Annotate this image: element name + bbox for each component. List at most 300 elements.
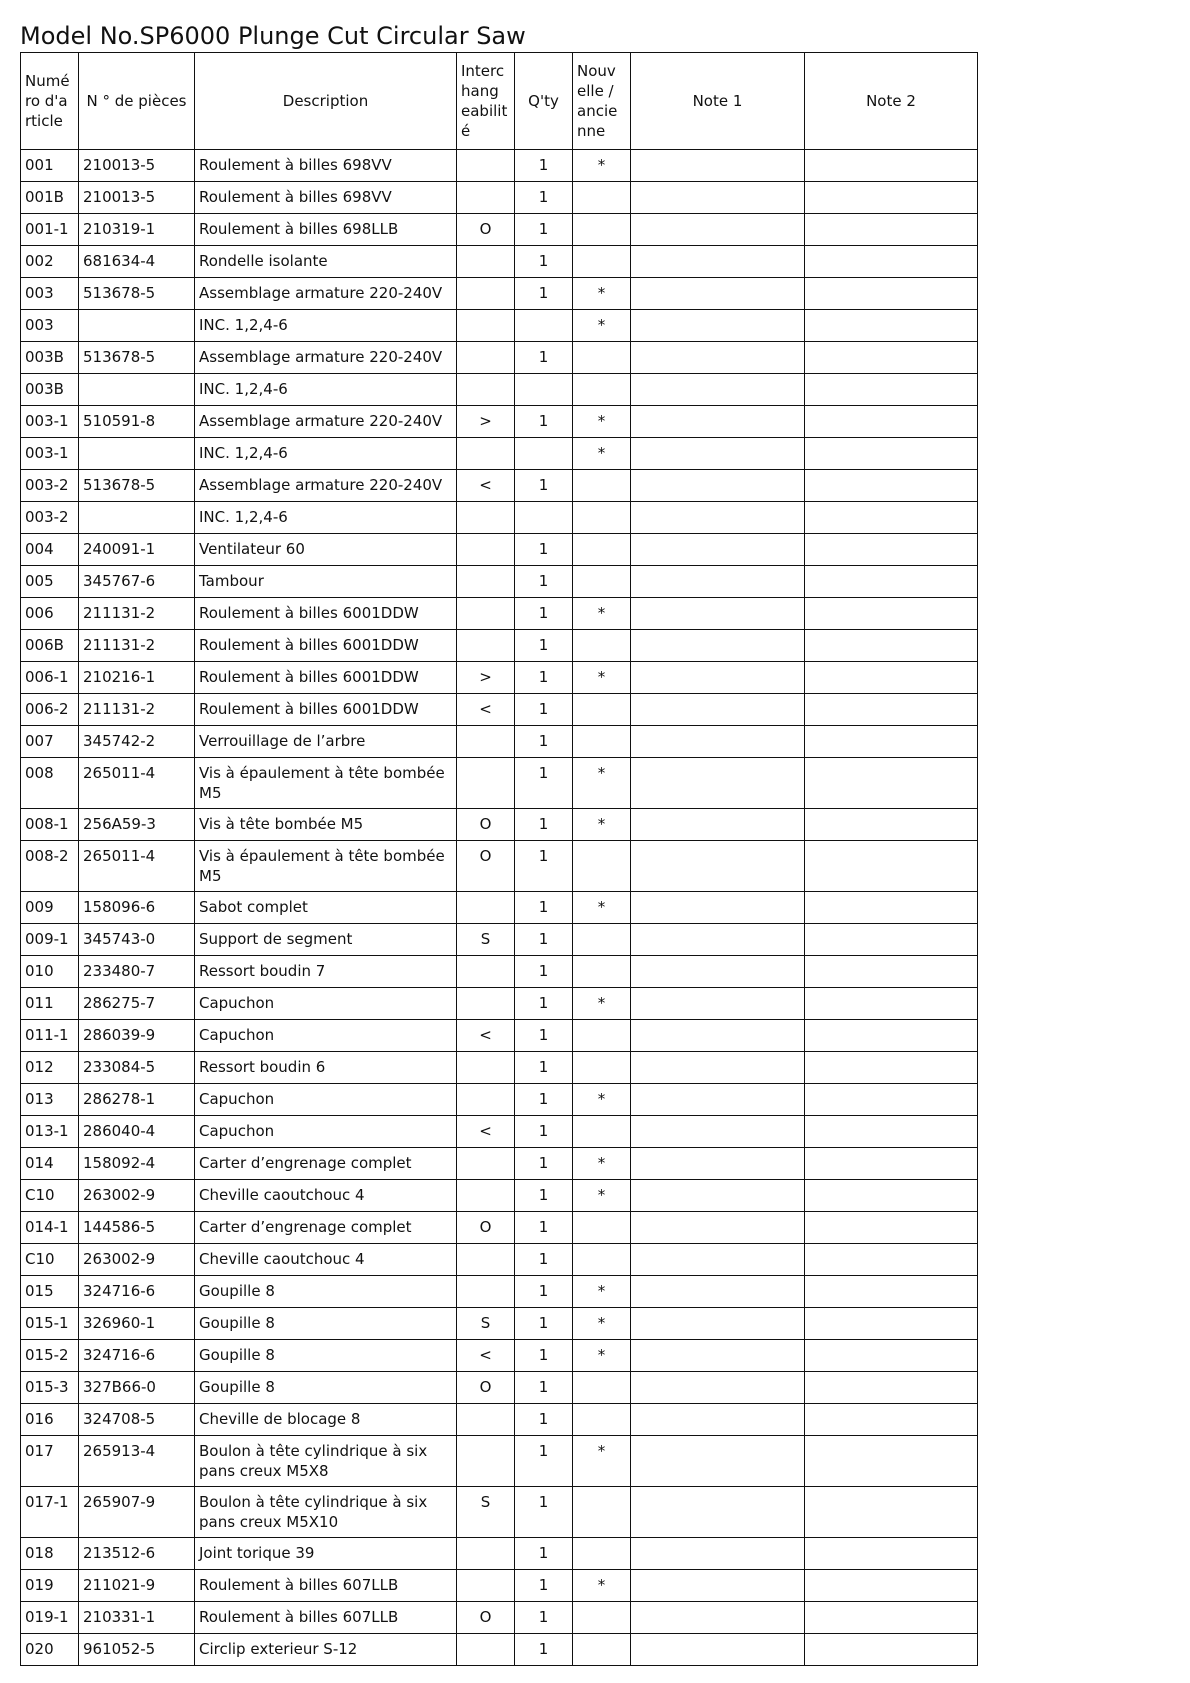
table-row	[21, 841, 978, 892]
cell-new-old	[573, 1487, 631, 1538]
cell-new-old: *	[573, 758, 631, 809]
cell-description: Capuchon	[195, 988, 457, 1020]
cell-note2	[805, 1212, 978, 1244]
cell-new-old: *	[573, 406, 631, 438]
cell-description: Goupille 8	[195, 1372, 457, 1404]
cell-item-no: 003	[21, 278, 79, 310]
cell-new-old	[573, 841, 631, 892]
cell-part-no: 233480-7	[79, 956, 195, 988]
cell-note1	[631, 1436, 805, 1487]
cell-note2	[805, 694, 978, 726]
cell-interchangeability	[457, 1404, 515, 1436]
cell-qty: 1	[515, 182, 573, 214]
cell-interchangeability	[457, 1634, 515, 1666]
cell-interchangeability: <	[457, 470, 515, 502]
cell-interchangeability: O	[457, 1602, 515, 1634]
table-row	[21, 1020, 978, 1052]
cell-description: Vis à épaulement à tête bombée M5	[195, 758, 457, 809]
cell-note1	[631, 630, 805, 662]
cell-qty: 1	[515, 809, 573, 841]
cell-qty	[515, 374, 573, 406]
cell-part-no: 681634-4	[79, 246, 195, 278]
cell-description: Ressort boudin 6	[195, 1052, 457, 1084]
cell-interchangeability	[457, 182, 515, 214]
cell-item-no: 015	[21, 1276, 79, 1308]
cell-interchangeability: O	[457, 841, 515, 892]
cell-part-no: 210216-1	[79, 662, 195, 694]
cell-note1	[631, 809, 805, 841]
cell-new-old	[573, 1212, 631, 1244]
cell-new-old	[573, 1634, 631, 1666]
table-row	[21, 988, 978, 1020]
cell-interchangeability: S	[457, 924, 515, 956]
cell-note2	[805, 502, 978, 534]
cell-description: Roulement à billes 6001DDW	[195, 630, 457, 662]
cell-interchangeability	[457, 1570, 515, 1602]
cell-new-old	[573, 694, 631, 726]
cell-new-old	[573, 246, 631, 278]
cell-description: Assemblage armature 220-240V	[195, 342, 457, 374]
cell-qty: 1	[515, 1538, 573, 1570]
cell-item-no: 009-1	[21, 924, 79, 956]
cell-part-no: 345767-6	[79, 566, 195, 598]
cell-note2	[805, 182, 978, 214]
cell-item-no: 006B	[21, 630, 79, 662]
cell-new-old	[573, 1538, 631, 1570]
cell-description: Vis à épaulement à tête bombée M5	[195, 841, 457, 892]
cell-note2	[805, 1084, 978, 1116]
cell-interchangeability	[457, 892, 515, 924]
cell-part-no: 158096-6	[79, 892, 195, 924]
cell-note2	[805, 1404, 978, 1436]
cell-description: Cheville caoutchouc 4	[195, 1244, 457, 1276]
cell-qty: 1	[515, 956, 573, 988]
cell-item-no: C10	[21, 1180, 79, 1212]
cell-interchangeability	[457, 1052, 515, 1084]
cell-qty: 1	[515, 841, 573, 892]
cell-item-no: 004	[21, 534, 79, 566]
cell-note2	[805, 758, 978, 809]
cell-part-no: 144586-5	[79, 1212, 195, 1244]
cell-description: Capuchon	[195, 1084, 457, 1116]
table-row	[21, 598, 978, 630]
cell-note2	[805, 1308, 978, 1340]
cell-note2	[805, 1487, 978, 1538]
cell-description: Roulement à billes 698LLB	[195, 214, 457, 246]
cell-interchangeability	[457, 278, 515, 310]
cell-new-old	[573, 924, 631, 956]
cell-qty	[515, 438, 573, 470]
cell-qty: 1	[515, 534, 573, 566]
cell-item-no: 003-2	[21, 470, 79, 502]
cell-note1	[631, 1116, 805, 1148]
cell-interchangeability	[457, 1148, 515, 1180]
cell-qty: 1	[515, 598, 573, 630]
table-row	[21, 1244, 978, 1276]
table-row	[21, 1538, 978, 1570]
cell-interchangeability	[457, 1276, 515, 1308]
cell-item-no: 011	[21, 988, 79, 1020]
cell-qty: 1	[515, 1308, 573, 1340]
cell-qty: 1	[515, 1212, 573, 1244]
cell-qty: 1	[515, 630, 573, 662]
cell-note1	[631, 1244, 805, 1276]
table-row	[21, 566, 978, 598]
cell-note1	[631, 534, 805, 566]
table-row	[21, 1436, 978, 1487]
cell-new-old	[573, 214, 631, 246]
table-row	[21, 1404, 978, 1436]
cell-note1	[631, 470, 805, 502]
cell-part-no	[79, 310, 195, 342]
cell-new-old: *	[573, 1276, 631, 1308]
cell-note1	[631, 1404, 805, 1436]
table-row	[21, 809, 978, 841]
table-row	[21, 1180, 978, 1212]
cell-new-old: *	[573, 278, 631, 310]
cell-note1	[631, 1602, 805, 1634]
cell-interchangeability: O	[457, 809, 515, 841]
cell-note2	[805, 1116, 978, 1148]
cell-new-old: *	[573, 310, 631, 342]
cell-new-old: *	[573, 1570, 631, 1602]
cell-item-no: 015-3	[21, 1372, 79, 1404]
cell-new-old	[573, 470, 631, 502]
cell-note2	[805, 1436, 978, 1487]
cell-qty: 1	[515, 924, 573, 956]
cell-description: Roulement à billes 607LLB	[195, 1602, 457, 1634]
cell-qty: 1	[515, 758, 573, 809]
cell-note1	[631, 924, 805, 956]
table-row	[21, 1212, 978, 1244]
cell-description: Verrouillage de l’arbre	[195, 726, 457, 758]
cell-note1	[631, 374, 805, 406]
cell-description: Roulement à billes 6001DDW	[195, 694, 457, 726]
cell-part-no: 213512-6	[79, 1538, 195, 1570]
col-header-description: Description	[195, 53, 457, 150]
cell-item-no: 013	[21, 1084, 79, 1116]
cell-qty: 1	[515, 1570, 573, 1602]
cell-description: Goupille 8	[195, 1276, 457, 1308]
cell-description: Carter d’engrenage complet	[195, 1148, 457, 1180]
cell-new-old	[573, 1244, 631, 1276]
table-row	[21, 214, 978, 246]
cell-part-no: 210331-1	[79, 1602, 195, 1634]
cell-note1	[631, 214, 805, 246]
cell-item-no: 015-1	[21, 1308, 79, 1340]
cell-note1	[631, 1308, 805, 1340]
cell-interchangeability: S	[457, 1487, 515, 1538]
cell-note1	[631, 1487, 805, 1538]
cell-note2	[805, 1244, 978, 1276]
col-header-qty: Q'ty	[515, 53, 573, 150]
cell-description: INC. 1,2,4-6	[195, 374, 457, 406]
table-row	[21, 630, 978, 662]
cell-item-no: 003-2	[21, 502, 79, 534]
cell-item-no: 014	[21, 1148, 79, 1180]
table-row	[21, 694, 978, 726]
cell-interchangeability	[457, 598, 515, 630]
parts-table	[20, 52, 978, 1666]
cell-description: Capuchon	[195, 1116, 457, 1148]
cell-note1	[631, 841, 805, 892]
cell-new-old	[573, 1404, 631, 1436]
cell-note2	[805, 598, 978, 630]
cell-new-old	[573, 502, 631, 534]
cell-note1	[631, 988, 805, 1020]
cell-qty: 1	[515, 1084, 573, 1116]
cell-item-no: 020	[21, 1634, 79, 1666]
cell-note2	[805, 310, 978, 342]
cell-new-old: *	[573, 1148, 631, 1180]
table-row	[21, 182, 978, 214]
cell-qty	[515, 310, 573, 342]
cell-part-no: 265907-9	[79, 1487, 195, 1538]
cell-interchangeability	[457, 502, 515, 534]
cell-note1	[631, 892, 805, 924]
cell-note1	[631, 1276, 805, 1308]
cell-note1	[631, 694, 805, 726]
cell-description: Sabot complet	[195, 892, 457, 924]
cell-note2	[805, 214, 978, 246]
cell-interchangeability	[457, 534, 515, 566]
cell-qty: 1	[515, 1148, 573, 1180]
cell-part-no	[79, 374, 195, 406]
cell-interchangeability	[457, 1084, 515, 1116]
cell-note2	[805, 1276, 978, 1308]
cell-interchangeability	[457, 374, 515, 406]
cell-item-no: 008-1	[21, 809, 79, 841]
cell-description: Tambour	[195, 566, 457, 598]
cell-description: Cheville de blocage 8	[195, 1404, 457, 1436]
cell-description: Boulon à tête cylindrique à six pans creux M5X10	[195, 1487, 457, 1538]
cell-interchangeability: <	[457, 694, 515, 726]
cell-qty: 1	[515, 246, 573, 278]
cell-new-old	[573, 1116, 631, 1148]
table-row	[21, 438, 978, 470]
cell-note1	[631, 278, 805, 310]
table-row	[21, 150, 978, 182]
cell-note2	[805, 1570, 978, 1602]
cell-description: Roulement à billes 698VV	[195, 150, 457, 182]
cell-item-no: 013-1	[21, 1116, 79, 1148]
table-row	[21, 534, 978, 566]
cell-note2	[805, 841, 978, 892]
cell-item-no: 006-2	[21, 694, 79, 726]
cell-note1	[631, 1180, 805, 1212]
cell-interchangeability	[457, 1180, 515, 1212]
cell-qty: 1	[515, 1487, 573, 1538]
cell-note2	[805, 662, 978, 694]
cell-note1	[631, 342, 805, 374]
cell-qty: 1	[515, 1020, 573, 1052]
cell-qty: 1	[515, 1634, 573, 1666]
cell-part-no: 286275-7	[79, 988, 195, 1020]
cell-qty: 1	[515, 1244, 573, 1276]
table-row	[21, 1487, 978, 1538]
cell-part-no: 240091-1	[79, 534, 195, 566]
col-header-note2: Note 2	[805, 53, 978, 150]
cell-note1	[631, 438, 805, 470]
page-title: Model No.SP6000 Plunge Cut Circular Saw	[20, 22, 526, 50]
cell-part-no: 324716-6	[79, 1340, 195, 1372]
cell-description: Roulement à billes 698VV	[195, 182, 457, 214]
cell-part-no: 211131-2	[79, 694, 195, 726]
cell-part-no: 211131-2	[79, 630, 195, 662]
table-row	[21, 924, 978, 956]
cell-note1	[631, 1020, 805, 1052]
cell-new-old: *	[573, 1340, 631, 1372]
cell-part-no: 263002-9	[79, 1244, 195, 1276]
cell-qty: 1	[515, 1372, 573, 1404]
cell-note1	[631, 1570, 805, 1602]
cell-part-no: 510591-8	[79, 406, 195, 438]
cell-new-old	[573, 1020, 631, 1052]
cell-part-no: 327B66-0	[79, 1372, 195, 1404]
col-header-note1: Note 1	[631, 53, 805, 150]
cell-interchangeability: S	[457, 1308, 515, 1340]
table-row	[21, 342, 978, 374]
cell-description: INC. 1,2,4-6	[195, 310, 457, 342]
cell-qty: 1	[515, 1340, 573, 1372]
cell-qty: 1	[515, 694, 573, 726]
cell-qty: 1	[515, 892, 573, 924]
table-row	[21, 1340, 978, 1372]
cell-qty: 1	[515, 726, 573, 758]
cell-interchangeability	[457, 246, 515, 278]
cell-note1	[631, 502, 805, 534]
cell-description: Circlip exterieur S-12	[195, 1634, 457, 1666]
cell-item-no: 014-1	[21, 1212, 79, 1244]
cell-item-no: 003B	[21, 342, 79, 374]
cell-note1	[631, 406, 805, 438]
cell-description: Cheville caoutchouc 4	[195, 1180, 457, 1212]
table-row	[21, 1276, 978, 1308]
cell-qty	[515, 502, 573, 534]
cell-item-no: 006	[21, 598, 79, 630]
cell-item-no: 017-1	[21, 1487, 79, 1538]
cell-new-old	[573, 342, 631, 374]
cell-part-no: 158092-4	[79, 1148, 195, 1180]
cell-interchangeability: O	[457, 1212, 515, 1244]
table-row	[21, 406, 978, 438]
cell-note2	[805, 534, 978, 566]
cell-new-old: *	[573, 892, 631, 924]
cell-note2	[805, 1538, 978, 1570]
table-row	[21, 726, 978, 758]
table-row	[21, 246, 978, 278]
table-row	[21, 662, 978, 694]
cell-item-no: 016	[21, 1404, 79, 1436]
cell-part-no: 286039-9	[79, 1020, 195, 1052]
table-header-row	[21, 53, 978, 150]
cell-interchangeability: <	[457, 1020, 515, 1052]
cell-interchangeability	[457, 566, 515, 598]
cell-interchangeability: >	[457, 406, 515, 438]
cell-note2	[805, 1148, 978, 1180]
cell-item-no: 019-1	[21, 1602, 79, 1634]
cell-note1	[631, 956, 805, 988]
cell-note2	[805, 809, 978, 841]
cell-item-no: 005	[21, 566, 79, 598]
cell-part-no: 513678-5	[79, 278, 195, 310]
cell-new-old: *	[573, 1084, 631, 1116]
cell-interchangeability	[457, 150, 515, 182]
cell-part-no	[79, 502, 195, 534]
cell-part-no: 256A59-3	[79, 809, 195, 841]
table-row	[21, 1634, 978, 1666]
cell-description: Carter d’engrenage complet	[195, 1212, 457, 1244]
cell-note2	[805, 246, 978, 278]
cell-description: Vis à tête bombée M5	[195, 809, 457, 841]
cell-part-no: 961052-5	[79, 1634, 195, 1666]
cell-interchangeability	[457, 1244, 515, 1276]
cell-new-old	[573, 182, 631, 214]
cell-part-no: 265011-4	[79, 841, 195, 892]
cell-part-no: 324716-6	[79, 1276, 195, 1308]
cell-description: Capuchon	[195, 1020, 457, 1052]
cell-interchangeability	[457, 758, 515, 809]
cell-qty: 1	[515, 470, 573, 502]
cell-item-no: 003-1	[21, 406, 79, 438]
cell-interchangeability	[457, 438, 515, 470]
cell-note1	[631, 726, 805, 758]
cell-qty: 1	[515, 1436, 573, 1487]
cell-note2	[805, 1052, 978, 1084]
cell-item-no: 010	[21, 956, 79, 988]
cell-interchangeability	[457, 342, 515, 374]
cell-description: Assemblage armature 220-240V	[195, 406, 457, 438]
cell-note1	[631, 150, 805, 182]
cell-new-old: *	[573, 1308, 631, 1340]
cell-interchangeability: <	[457, 1116, 515, 1148]
cell-note2	[805, 470, 978, 502]
cell-interchangeability	[457, 1436, 515, 1487]
cell-item-no: C10	[21, 1244, 79, 1276]
cell-description: Rondelle isolante	[195, 246, 457, 278]
cell-part-no: 210013-5	[79, 182, 195, 214]
cell-part-no: 265011-4	[79, 758, 195, 809]
cell-note1	[631, 182, 805, 214]
table-row	[21, 1602, 978, 1634]
cell-item-no: 019	[21, 1570, 79, 1602]
cell-description: Assemblage armature 220-240V	[195, 278, 457, 310]
cell-qty: 1	[515, 150, 573, 182]
cell-note2	[805, 1020, 978, 1052]
cell-note1	[631, 310, 805, 342]
cell-new-old: *	[573, 1180, 631, 1212]
cell-new-old: *	[573, 1436, 631, 1487]
cell-item-no: 011-1	[21, 1020, 79, 1052]
table-row	[21, 374, 978, 406]
cell-note2	[805, 924, 978, 956]
cell-part-no: 233084-5	[79, 1052, 195, 1084]
cell-note1	[631, 1538, 805, 1570]
cell-item-no: 003	[21, 310, 79, 342]
cell-item-no: 008	[21, 758, 79, 809]
cell-description: INC. 1,2,4-6	[195, 438, 457, 470]
cell-note1	[631, 1052, 805, 1084]
table-row	[21, 892, 978, 924]
cell-note1	[631, 662, 805, 694]
cell-new-old	[573, 726, 631, 758]
cell-new-old: *	[573, 150, 631, 182]
cell-note1	[631, 758, 805, 809]
cell-note1	[631, 1212, 805, 1244]
cell-qty: 1	[515, 1116, 573, 1148]
cell-note2	[805, 150, 978, 182]
cell-qty: 1	[515, 278, 573, 310]
